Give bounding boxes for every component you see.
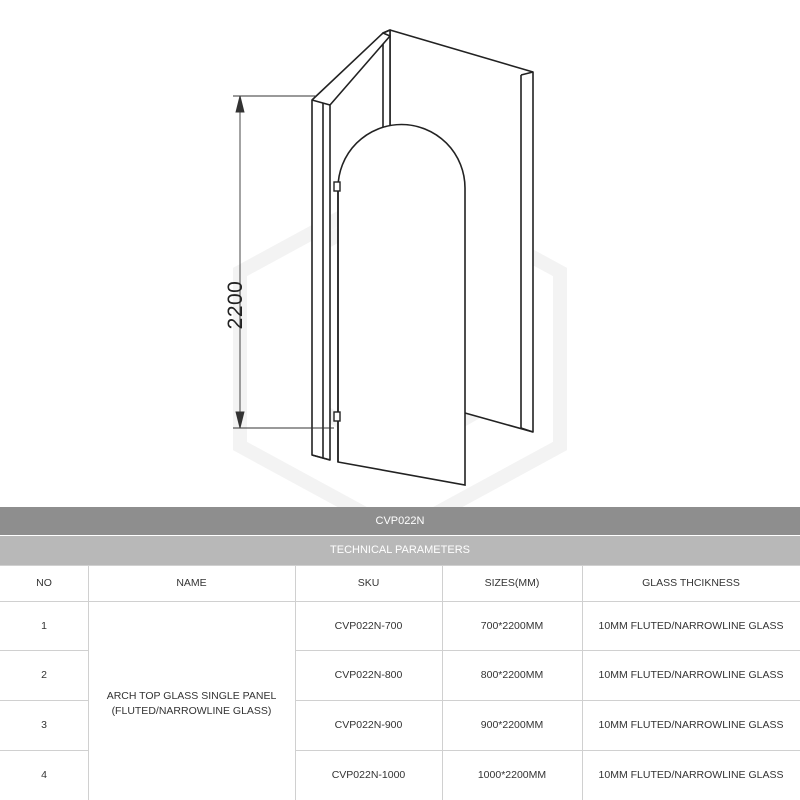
table-subtitle: TECHNICAL PARAMETERS <box>0 536 800 565</box>
row-2-size: 800*2200MM <box>480 669 544 681</box>
header-no: NO <box>36 577 52 589</box>
row-2-no: 2 <box>41 669 47 681</box>
arch-glass-panel <box>338 125 465 486</box>
header-sku: SKU <box>357 577 380 589</box>
product-name-cell <box>88 601 295 800</box>
table-title: CVP022N <box>0 507 800 535</box>
row-1-no: 1 <box>41 619 47 632</box>
row-3-glass: 10MM FLUTED/NARROWLINE GLASS <box>598 719 784 731</box>
row-2-sku: CVP022N-800 <box>334 669 403 681</box>
header-sizes: SIZES(MM) <box>484 577 540 589</box>
row-1-glass: 10MM FLUTED/NARROWLINE GLASS <box>598 619 784 632</box>
height-dimension-label: 2200 <box>224 280 247 330</box>
header-name: NAME <box>176 577 207 589</box>
row-4-glass: 10MM FLUTED/NARROWLINE GLASS <box>598 769 784 781</box>
row-3-sku: CVP022N-900 <box>334 719 403 731</box>
technical-parameters-table <box>0 507 800 800</box>
row-4-sku: CVP022N-1000 <box>331 769 406 781</box>
row-4-no: 4 <box>41 769 47 781</box>
row-4-size: 1000*2200MM <box>477 769 547 781</box>
row-1-sku: CVP022N-700 <box>334 619 403 632</box>
row-3-size: 900*2200MM <box>480 719 544 731</box>
row-3-no: 3 <box>41 719 47 731</box>
header-glass-thickness: GLASS THCIKNESS <box>642 577 740 589</box>
row-1-size: 700*2200MM <box>480 619 544 632</box>
row-2-glass: 10MM FLUTED/NARROWLINE GLASS <box>598 669 784 681</box>
product-name-line2: (FLUTED/NARROWLINE GLASS) <box>111 704 272 717</box>
product-name-line1: ARCH TOP GLASS SINGLE PANEL <box>106 689 277 702</box>
